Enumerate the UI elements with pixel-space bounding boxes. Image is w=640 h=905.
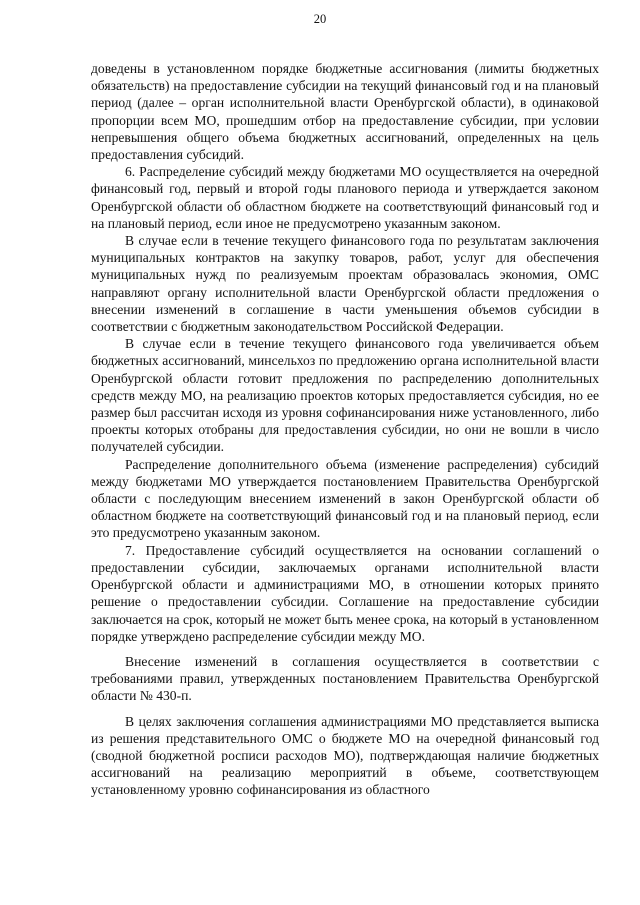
paragraph-continuation: доведены в установленном порядке бюджетные ассигнования (лимиты бюджетных обязательств) на предоставление субсидии на текущий финансовый год и на плановый период (далее – орган исполнительной власти Оренбургской области), в одинаковой пропорции всем МО, прошедшим отбор на предоставление субсидии, при условии непревышения общего объема бюджетных ассигнований, определенных на цель предоставления субсидий.	[91, 61, 599, 163]
body-text	[91, 60, 599, 799]
paragraph-redistribution: Распределение дополнительного объема (изменение распределения) субсидий между бюджетами МО утверждается постановлением Правительства Оренбургской области с последующим внесением изменений в закон Оренбургской области об областном бюджете на соответствующий финансовый год и на плановый период, если это предусмотрено указанным законом.	[91, 456, 599, 541]
paragraph-amendments: Внесение изменений в соглашения осуществляется в соответствии с требованиями правил, утвержденных постановлением Правительства Оренбургской области № 430-п.	[91, 653, 599, 704]
paragraph-savings: В случае если в течение текущего финансового года по результатам заключения муниципальных контрактов на закупку товаров, работ, услуг для обеспечения муниципальных нужд по реализуемым проектам образовалась экономия, ОМС направляют органу исполнительной власти Оренбургской области предложения о внесении изменений в соглашение в части уменьшения объемов субсидии в соответствии с бюджетным законодательством Российской Федерации.	[91, 233, 599, 335]
paragraph-item-6: 6. Распределение субсидий между бюджетами МО осуществляется на очередной финансовый год, первый и второй годы планового периода и утверждается законом Оренбургской области об областном бюджете на соответствующий финансовый год и на плановый период, если иное не предусмотрено указанным законом.	[91, 164, 599, 231]
paragraph-item-7: 7. Предоставление субсидий осуществляется на основании соглашений о предоставлении субсидии, заключаемых органами исполнительной власти Оренбургской области и администрациями МО, в отношении которых принято решение о предоставлении субсидии. Соглашение на предоставление субсидии заключается на срок, который не может быть менее срока, на который в установленном порядке утверждено распределение субсидии между МО.	[91, 542, 599, 644]
page-number: 20	[313, 12, 327, 26]
paragraph-increase: В случае если в течение текущего финансового года увеличивается объем бюджетных ассигнований, минсельхоз по предложению органа исполнительной власти Оренбургской области готовит предложения по распределению дополнительных средств между МО, на реализацию проектов которых предоставляется субсидия, но ее размер был рассчитан исходя из уровня софинансирования ниже установленного, либо проекты которых отобраны для предоставления субсидии, но они не вошли в число получателей субсидии.	[91, 336, 599, 455]
paragraph-agreement-extract: В целях заключения соглашения администрациями МО представляется выписка из решения представительного ОМС о бюджете МО на очередной финансовый год (сводной бюджетной росписи расходов МО), подтверждающая наличие бюджетных ассигнований на реализацию мероприятий в объеме, соответствующем установленному уровню софинансирования из областного	[91, 713, 599, 798]
